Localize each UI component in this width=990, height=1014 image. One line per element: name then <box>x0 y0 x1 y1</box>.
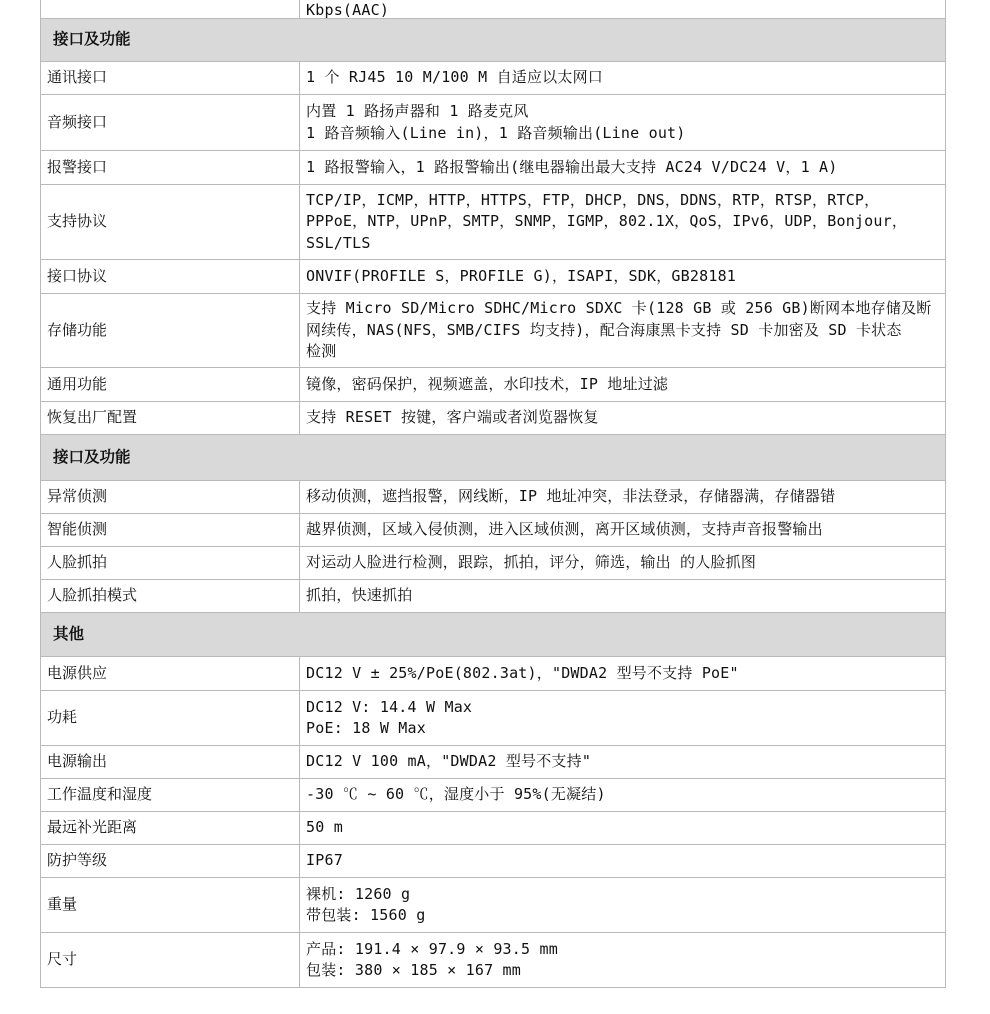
table-row <box>41 402 946 435</box>
section-title: 其他 <box>41 613 946 657</box>
row-value: IP67 <box>300 845 946 878</box>
row-label: 存储功能 <box>41 294 300 368</box>
table-row <box>41 185 946 260</box>
row-label: 工作温度和湿度 <box>41 779 300 812</box>
section-header <box>41 613 946 657</box>
table-row <box>41 691 946 746</box>
table-row <box>41 481 946 514</box>
row-label: 异常侦测 <box>41 481 300 514</box>
row-label: 音频接口 <box>41 95 300 151</box>
table-row <box>41 62 946 95</box>
row-label: 恢复出厂配置 <box>41 402 300 435</box>
row-label: 人脸抓拍 <box>41 547 300 580</box>
row-label: 报警接口 <box>41 151 300 185</box>
table-row <box>41 151 946 185</box>
row-label: 智能侦测 <box>41 514 300 547</box>
row-value: DC12 V 100 mA，"DWDA2 型号不支持" <box>300 746 946 779</box>
table-row <box>41 294 946 368</box>
table-row <box>41 845 946 878</box>
spec-table <box>40 0 946 988</box>
row-value: TCP/IP，ICMP，HTTP，HTTPS，FTP，DHCP，DNS，DDNS，RTP，RTSP，RTCP， PPPoE，NTP，UPnP，SMTP，SNMP，IGMP，802.1X，QoS，IPv6，UDP，Bonjour， SSL/TLS <box>300 185 946 260</box>
row-value: 裸机: 1260 g 带包装: 1560 g <box>300 878 946 933</box>
row-value: 1 个 RJ45 10 M/100 M 自适应以太网口 <box>300 62 946 95</box>
row-value: 镜像，密码保护，视频遮盖，水印技术，IP 地址过滤 <box>300 368 946 402</box>
table-row <box>41 779 946 812</box>
table-row <box>41 260 946 294</box>
section-title: 接口及功能 <box>41 19 946 62</box>
row-label: 重量 <box>41 878 300 933</box>
table-row <box>41 514 946 547</box>
row-value: 支持 Micro SD/Micro SDHC/Micro SDXC 卡(128 GB 或 256 GB)断网本地存储及断 网续传，NAS(NFS，SMB/CIFS 均支持)，配合海康黑卡支持 SD 卡加密及 SD 卡状态 检测 <box>300 294 946 368</box>
row-label: 防护等级 <box>41 845 300 878</box>
table-row <box>41 95 946 151</box>
row-value: Kbps(AAC) <box>300 0 946 19</box>
row-value: DC12 V: 14.4 W Max PoE: 18 W Max <box>300 691 946 746</box>
table-row <box>41 746 946 779</box>
section-header <box>41 19 946 62</box>
table-row <box>41 580 946 613</box>
row-label: 最远补光距离 <box>41 812 300 845</box>
table-row <box>41 657 946 691</box>
row-value: 抓拍，快速抓拍 <box>300 580 946 613</box>
row-value: 1 路报警输入，1 路报警输出(继电器输出最大支持 AC24 V/DC24 V，1 A) <box>300 151 946 185</box>
row-value: 越界侦测，区域入侵侦测，进入区域侦测，离开区域侦测，支持声音报警输出 <box>300 514 946 547</box>
row-value: 内置 1 路扬声器和 1 路麦克风 1 路音频输入(Line in)，1 路音频输出(Line out) <box>300 95 946 151</box>
row-value: 产品: 191.4 × 97.9 × 93.5 mm 包装: 380 × 185 × 167 mm <box>300 933 946 988</box>
row-label: 电源输出 <box>41 746 300 779</box>
row-label: 通用功能 <box>41 368 300 402</box>
row-label: 电源供应 <box>41 657 300 691</box>
table-row <box>41 933 946 988</box>
row-label: 尺寸 <box>41 933 300 988</box>
table-row <box>41 0 946 19</box>
row-value: ONVIF(PROFILE S，PROFILE G)，ISAPI，SDK，GB28181 <box>300 260 946 294</box>
row-label <box>41 0 300 19</box>
table-row <box>41 812 946 845</box>
row-value: -30 ℃ ~ 60 ℃，湿度小于 95%(无凝结) <box>300 779 946 812</box>
table-row <box>41 368 946 402</box>
row-label: 人脸抓拍模式 <box>41 580 300 613</box>
row-value: 支持 RESET 按键，客户端或者浏览器恢复 <box>300 402 946 435</box>
row-label: 接口协议 <box>41 260 300 294</box>
section-title: 接口及功能 <box>41 435 946 481</box>
table-row <box>41 547 946 580</box>
row-label: 支持协议 <box>41 185 300 260</box>
row-value: 50 m <box>300 812 946 845</box>
row-label: 功耗 <box>41 691 300 746</box>
row-value: 对运动人脸进行检测，跟踪，抓拍，评分，筛选，输出 的人脸抓图 <box>300 547 946 580</box>
table-row <box>41 878 946 933</box>
row-value: 移动侦测，遮挡报警，网线断，IP 地址冲突，非法登录，存储器满，存储器错 <box>300 481 946 514</box>
row-value: DC12 V ± 25%/PoE(802.3at)，"DWDA2 型号不支持 PoE" <box>300 657 946 691</box>
section-header <box>41 435 946 481</box>
row-label: 通讯接口 <box>41 62 300 95</box>
